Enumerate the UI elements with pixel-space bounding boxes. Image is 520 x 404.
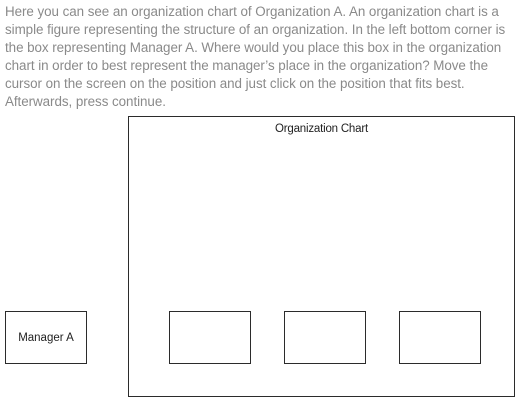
organization-chart-area[interactable] [128,116,515,397]
chart-title: Organization Chart [275,123,368,135]
manager-a-box[interactable] [5,311,87,364]
chart-slot-2[interactable] [284,311,366,364]
manager-a-label: Manager A [18,331,74,344]
chart-slot-1[interactable] [169,311,251,364]
chart-slot-3[interactable] [399,311,481,364]
instructions-text: Here you can see an organization chart of Organization A. An organization chart is a simple figure representing the structure of an organization. In the left bottom corner is the box representing Manager A. Where would you place this box in the organization chart in order to best represent the manager’s place in the organization? Move the cursor on the screen on the position and just click on the position that fits best. Afterwards, press continue. [5,4,506,109]
